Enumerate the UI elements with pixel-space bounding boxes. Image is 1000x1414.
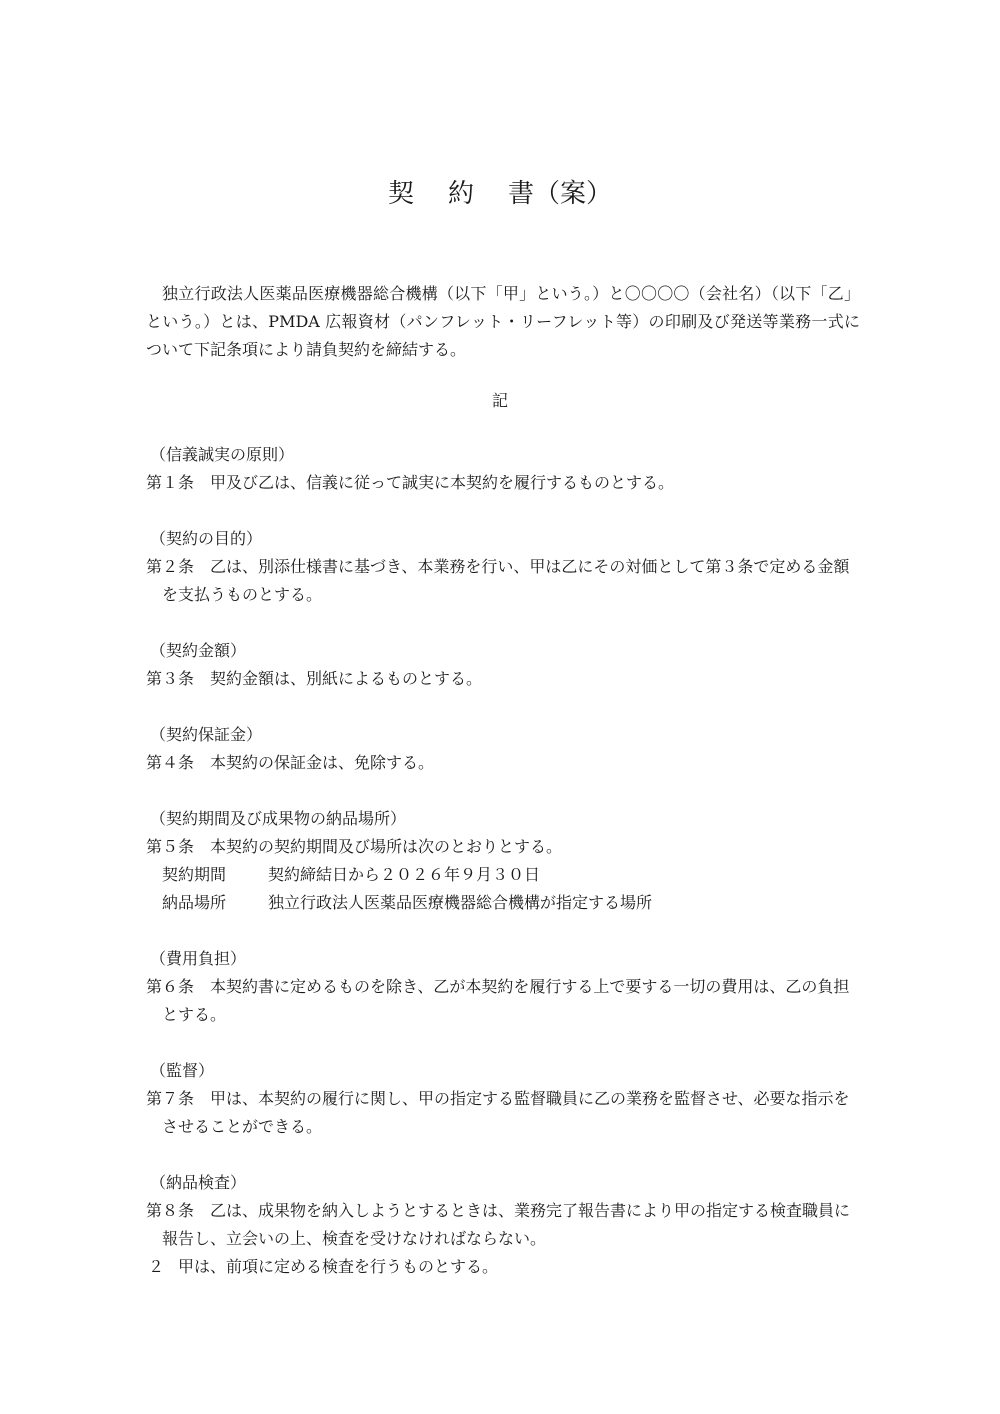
term-row-period — [146, 861, 860, 889]
paragraph-text: 甲は、前項に定める検査を行うものとする。 — [178, 1257, 499, 1276]
title-char-3: 書（案） — [508, 179, 613, 209]
article-number: 第３条 — [146, 669, 195, 688]
article-heading: （信義誠実の原則） — [150, 445, 295, 464]
article-body — [146, 665, 860, 693]
paragraph-number: ２ — [148, 1257, 165, 1276]
term-value: 独立行政法人医薬品医療機器総合機構が指定する場所 — [268, 893, 653, 912]
article-heading: （契約の目的） — [150, 529, 263, 548]
term-label: 納品場所 — [162, 893, 227, 912]
article-text: 本契約書に定めるものを除き、乙が本契約を履行する上で要する一切の費用は、乙の負担とする。 — [162, 977, 850, 1024]
article-2 — [146, 525, 860, 609]
title-char-1: 契 — [387, 179, 414, 209]
article-body — [146, 749, 860, 777]
document-title — [0, 176, 1000, 212]
article-5 — [146, 805, 860, 917]
article-heading: （契約金額） — [150, 641, 247, 660]
title-char-2: 約 — [447, 179, 474, 209]
article-8 — [146, 1169, 860, 1281]
term-row-place — [146, 889, 860, 917]
article-heading: （費用負担） — [150, 949, 247, 968]
article-body — [146, 973, 860, 1029]
article-body — [146, 1085, 860, 1141]
articles — [146, 441, 860, 1309]
article-body — [146, 1197, 860, 1253]
article-body — [146, 833, 860, 861]
article-number: 第８条 — [146, 1201, 195, 1220]
article-body — [146, 469, 860, 497]
article-text: 甲は、本契約の履行に関し、甲の指定する監督職員に乙の業務を監督させ、必要な指示をさせることができる。 — [162, 1089, 850, 1136]
article-number: 第４条 — [146, 753, 195, 772]
article-paragraph-2 — [146, 1253, 860, 1281]
article-text: 契約金額は、別紙によるものとする。 — [210, 669, 483, 688]
article-3 — [146, 637, 860, 693]
article-6 — [146, 945, 860, 1029]
ki-marker: 記 — [491, 391, 508, 410]
term-label: 契約期間 — [162, 865, 227, 884]
article-1 — [146, 441, 860, 497]
article-heading: （納品検査） — [150, 1173, 247, 1192]
article-text: 乙は、成果物を納入しようとするときは、業務完了報告書により甲の指定する検査職員に報告し、立会いの上、検査を受けなければならない。 — [162, 1201, 851, 1248]
article-number: 第６条 — [146, 977, 195, 996]
article-number: 第７条 — [146, 1089, 195, 1108]
article-number: 第５条 — [146, 837, 195, 856]
article-text: 乙は、別添仕様書に基づき、本業務を行い、甲は乙にその対価として第３条で定める金額を支払うものとする。 — [162, 557, 850, 604]
term-value: 契約締結日から２０２６年９月３０日 — [268, 865, 541, 884]
article-number: 第２条 — [146, 557, 195, 576]
article-7 — [146, 1057, 860, 1141]
article-heading: （契約期間及び成果物の納品場所） — [150, 809, 407, 828]
intro-paragraph: 独立行政法人医薬品医療機器総合機構（以下「甲」という。）と〇〇〇〇（会社名）（以下「乙」という。）とは、PMDA 広報資材（パンフレット・リーフレット等）の印刷及び発送等業務一式について下記条項により請負契約を締結する。 — [146, 284, 860, 359]
article-text: 本契約の契約期間及び場所は次のとおりとする。 — [210, 837, 563, 856]
article-number: 第１条 — [146, 473, 195, 492]
article-4 — [146, 721, 860, 777]
article-heading: （監督） — [150, 1061, 215, 1080]
article-heading: （契約保証金） — [150, 725, 263, 744]
article-body — [146, 553, 860, 609]
article-text: 甲及び乙は、信義に従って誠実に本契約を履行するものとする。 — [210, 473, 675, 492]
article-text: 本契約の保証金は、免除する。 — [210, 753, 435, 772]
